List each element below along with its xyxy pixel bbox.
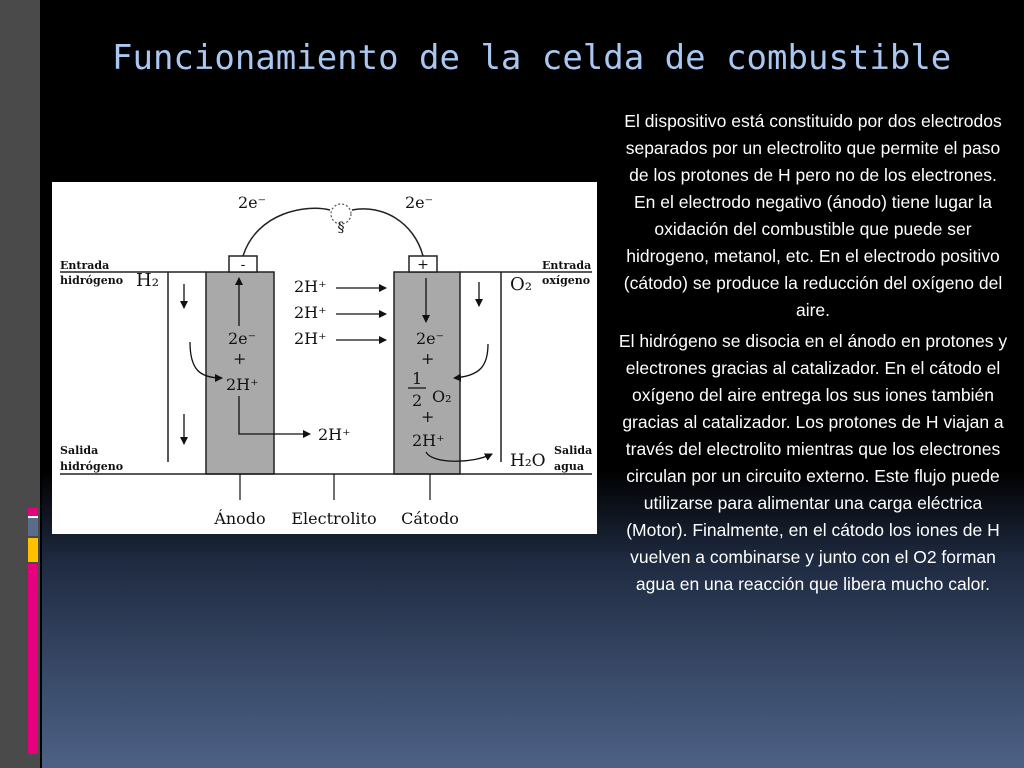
anode-terminal-sign: - xyxy=(240,257,246,273)
outlet-h2-label-2: hidrógeno xyxy=(60,460,124,473)
anode-electrode xyxy=(206,272,274,474)
anode-proton: 2H⁺ xyxy=(226,375,259,394)
anode-plus: + xyxy=(233,349,247,368)
outlet-water-label-2: agua xyxy=(554,460,584,473)
accent-stripe-blue xyxy=(28,518,38,536)
outlet-water-label-1: Salida xyxy=(554,444,593,457)
accent-stripe-yellow xyxy=(28,538,38,562)
electron-right-label: 2e⁻ xyxy=(405,193,434,212)
accent-stripe-pink xyxy=(28,564,38,754)
electron-left-label: 2e⁻ xyxy=(238,193,267,212)
cathode-terminal-sign: + xyxy=(417,257,429,273)
inlet-o2-label-2: oxígeno xyxy=(542,274,591,287)
cathode-fraction-numerator: 1 xyxy=(412,369,423,388)
explanation-text xyxy=(618,108,1008,602)
outlet-h2-label-1: Salida xyxy=(60,444,99,457)
proton-flow-label-1: 2H⁺ xyxy=(294,277,327,296)
proton-flow-label-2: 2H⁺ xyxy=(294,303,327,322)
anode-label: Ánodo xyxy=(214,509,266,528)
external-circuit xyxy=(243,208,423,256)
anode-electron: 2e⁻ xyxy=(228,329,257,348)
cathode-proton: 2H⁺ xyxy=(412,431,445,450)
inlet-o2-label-1: Entrada xyxy=(542,259,592,272)
accent-stripe-pink-top xyxy=(28,508,38,516)
slide-title: Funcionamiento de la celda de combustible xyxy=(112,38,952,78)
inlet-h2-label-2: hidrógeno xyxy=(60,274,124,287)
cathode-electron: 2e⁻ xyxy=(416,329,445,348)
inlet-o2-formula: O₂ xyxy=(510,274,532,295)
inlet-h2-label-1: Entrada xyxy=(60,259,110,272)
fuel-cell-diagram xyxy=(52,182,597,534)
svg-text:§: § xyxy=(337,220,345,236)
electrolyte-proton: 2H⁺ xyxy=(318,425,351,444)
cathode-label: Cátodo xyxy=(401,509,459,528)
proton-flow-label-3: 2H⁺ xyxy=(294,329,327,348)
cathode-oxygen: O₂ xyxy=(432,387,452,406)
cathode-plus-2: + xyxy=(421,407,435,426)
left-accent-bar xyxy=(0,0,40,768)
cathode-plus-1: + xyxy=(421,349,435,368)
electrolyte-label: Electrolito xyxy=(291,509,377,528)
paragraph-device: El dispositivo está constituido por dos electrodos separados por un electrolito que permite el paso de los protones de H pero no de los electrones. En el electrodo negativo (ánodo) tiene lugar la oxidación del combustible que puede ser hidrogeno, metanol, etc. En el electrodo positivo (cátodo) se produce la reducción del oxígeno del aire. xyxy=(623,111,1003,320)
outlet-water-formula: H₂O xyxy=(510,451,546,471)
paragraph-process: El hidrógeno se disocia en el ánodo en protones y electrones gracias al catalizador. En el cátodo el oxígeno del aire entrega los sus iones también gracias al catalizador. Los protones de H viajan a través del electrolito mientras que los electrones circulan por un circuito externo. Este flujo puede utilizarse para alimentar una carga eléctrica (Motor). Finalmente, en el cátodo los iones de H vuelven a combinarse y junto con el O2 forman agua en una reacción que libera mucho calor. xyxy=(618,331,1008,594)
cathode-fraction-denominator: 2 xyxy=(412,391,423,410)
load-icon xyxy=(331,204,351,236)
inlet-h2-formula: H₂ xyxy=(136,270,159,291)
